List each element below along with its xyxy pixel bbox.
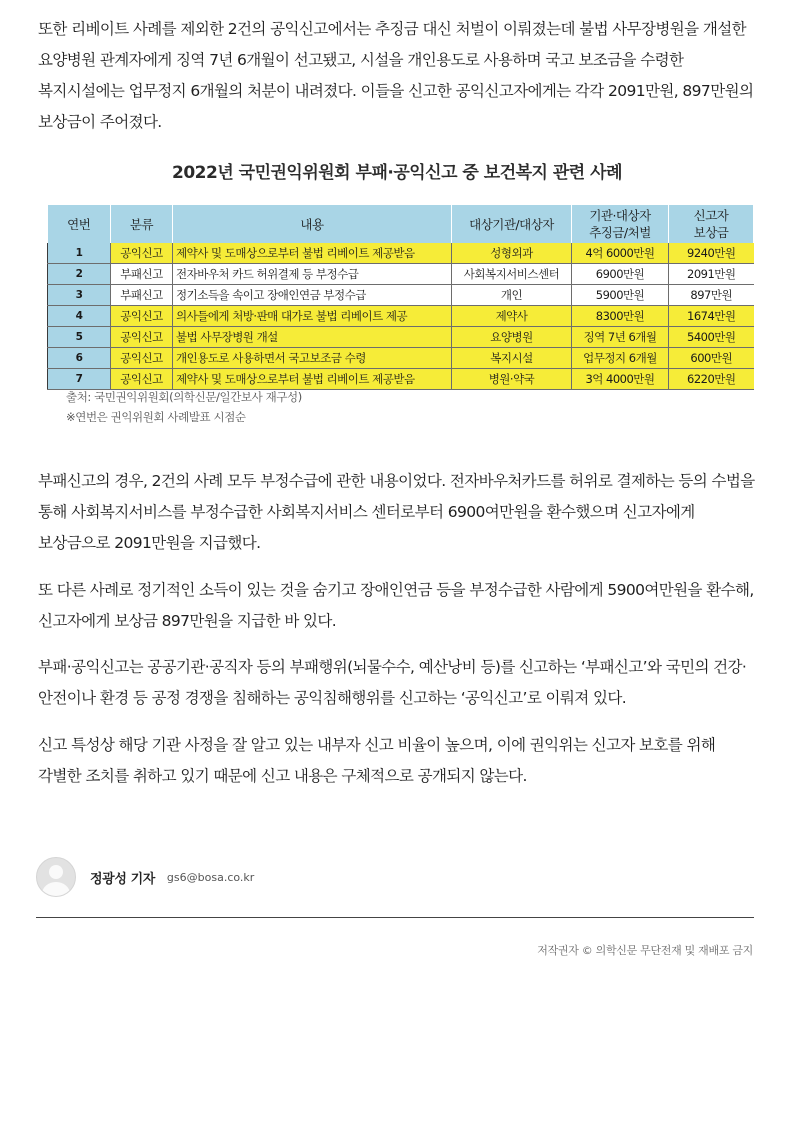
paragraph-2: 또 다른 사례로 정기적인 소득이 있는 것을 숨기고 장애인연금 등을 부정수급한 사람에게 5900여만원을 환수해, 신고자에게 보상금 897만원을 지급한 바 있다. bbox=[38, 581, 754, 630]
cell-target: 복지시설 bbox=[452, 348, 572, 369]
table-row bbox=[48, 327, 754, 348]
intro-paragraph: 또한 리베이트 사례를 제외한 2건의 공익신고에서는 추징금 대신 처벌이 이뤄졌는데 불법 사무장병원을 개설한 요양병원 관계자에게 징역 7년 6개월이 선고됐고, 시설을 개인용도로 사용하며 국고 보조금을 수령한 복지시설에는 업무정지 6개월의 처분이 내려졌다. 이들을 신고한 공익신고자에게는 각각 2091만원, 897만원의 보상금이 주어졌다. bbox=[38, 20, 754, 131]
cell-no: 2 bbox=[48, 264, 111, 285]
cell-penalty: 5900만원 bbox=[572, 285, 669, 306]
cell-type: 부패신고 bbox=[111, 264, 173, 285]
cell-reward: 897만원 bbox=[669, 285, 754, 306]
header-penalty bbox=[572, 205, 669, 243]
paragraph-1: 부패신고의 경우, 2건의 사례 모두 부정수급에 관한 내용이었다. 전자바우처카드를 허위로 결제하는 등의 수법을 통해 사회복지서비스를 부정수급한 사회복지서비스 센터로부터 6900여만원을 환수했으며 신고자에게 보상금으로 2091만원을 지급했다. bbox=[38, 472, 755, 552]
cell-type: 공익신고 bbox=[111, 369, 173, 390]
paragraph-3: 부패·공익신고는 공공기관·공직자 등의 부패행위(뇌물수수, 예산낭비 등)를 신고하는 ‘부패신고’와 국민의 건강·안전이나 환경 등 공정 경쟁을 침해하는 공익침해행위를 신고하는 ‘공익신고’로 이뤄져 있다. bbox=[38, 658, 747, 707]
cell-type: 공익신고 bbox=[111, 348, 173, 369]
table-row bbox=[48, 243, 754, 264]
cell-reward: 600만원 bbox=[669, 348, 754, 369]
cell-no: 4 bbox=[48, 306, 111, 327]
table-row bbox=[48, 306, 754, 327]
cell-reward: 5400만원 bbox=[669, 327, 754, 348]
cell-content: 제약사 및 도매상으로부터 불법 리베이트 제공받음 bbox=[173, 369, 452, 390]
cell-content: 의사들에게 처방·판매 대가로 불법 리베이트 제공 bbox=[173, 306, 452, 327]
table-row bbox=[48, 369, 754, 390]
cell-target: 요양병원 bbox=[452, 327, 572, 348]
cell-no: 1 bbox=[48, 243, 111, 264]
cases-table bbox=[47, 205, 754, 390]
table-source: 출처: 국민권익위원회(의학신문/일간보사 재구성) bbox=[66, 390, 302, 404]
header-type: 분류 bbox=[111, 205, 173, 243]
table-title: 2022년 국민권익위원회 부패·공익신고 중 보건복지 관련 사례 bbox=[172, 163, 622, 183]
cell-content: 전자바우처 카드 허위결제 등 부정수급 bbox=[173, 264, 452, 285]
header-penalty-line1: 기관·대상자 bbox=[589, 208, 651, 223]
cell-type: 공익신고 bbox=[111, 327, 173, 348]
paragraph-4: 신고 특성상 해당 기관 사정을 잘 알고 있는 내부자 신고 비율이 높으며, 이에 권익위는 신고자 보호를 위해 각별한 조치를 취하고 있기 때문에 신고 내용은 구체적으로 공개되지 않는다. bbox=[38, 736, 716, 785]
table-row bbox=[48, 285, 754, 306]
table-row bbox=[48, 348, 754, 369]
cell-no: 7 bbox=[48, 369, 111, 390]
cell-penalty: 6900만원 bbox=[572, 264, 669, 285]
cell-target: 사회복지서비스센터 bbox=[452, 264, 572, 285]
cell-reward: 9240만원 bbox=[669, 243, 754, 264]
header-reward-line1: 신고자 bbox=[693, 208, 729, 223]
cell-content: 개인용도로 사용하면서 국고보조금 수령 bbox=[173, 348, 452, 369]
cell-penalty: 8300만원 bbox=[572, 306, 669, 327]
cell-penalty: 징역 7년 6개월 bbox=[572, 327, 669, 348]
cell-type: 공익신고 bbox=[111, 243, 173, 264]
author-email[interactable]: gs6@bosa.co.kr bbox=[166, 870, 255, 884]
avatar bbox=[36, 857, 76, 897]
header-no: 연번 bbox=[48, 205, 111, 243]
table-body bbox=[48, 243, 754, 390]
cell-penalty: 업무정지 6개월 bbox=[572, 348, 669, 369]
cell-reward: 6220만원 bbox=[669, 369, 754, 390]
table-row bbox=[48, 264, 754, 285]
cell-type: 공익신고 bbox=[111, 306, 173, 327]
cell-penalty: 3억 4000만원 bbox=[572, 369, 669, 390]
cell-target: 제약사 bbox=[452, 306, 572, 327]
cell-content: 정기소득을 속이고 장애인연금 부정수급 bbox=[173, 285, 452, 306]
copyright-notice: 저작권자 © 의학신문 무단전재 및 재배포 금지 bbox=[537, 944, 753, 957]
cell-content: 불법 사무장병원 개설 bbox=[173, 327, 452, 348]
cell-no: 5 bbox=[48, 327, 111, 348]
header-reward bbox=[669, 205, 754, 243]
author-name[interactable]: 정광성 기자 bbox=[90, 871, 155, 887]
cell-reward: 2091만원 bbox=[669, 264, 754, 285]
table-note: ※연번은 권익위원회 사례발표 시점순 bbox=[66, 410, 246, 424]
cell-content: 제약사 및 도매상으로부터 불법 리베이트 제공받음 bbox=[173, 243, 452, 264]
cell-no: 6 bbox=[48, 348, 111, 369]
header-penalty-line2: 추징금/처벌 bbox=[589, 225, 651, 240]
author-byline bbox=[36, 858, 254, 896]
cell-penalty: 4억 6000만원 bbox=[572, 243, 669, 264]
header-target: 대상기관/대상자 bbox=[452, 205, 572, 243]
cell-target: 성형외과 bbox=[452, 243, 572, 264]
cell-type: 부패신고 bbox=[111, 285, 173, 306]
cell-reward: 1674만원 bbox=[669, 306, 754, 327]
table-header-row bbox=[48, 205, 754, 243]
cell-no: 3 bbox=[48, 285, 111, 306]
header-content: 내용 bbox=[173, 205, 452, 243]
header-reward-line2: 보상금 bbox=[693, 225, 729, 240]
divider bbox=[36, 917, 754, 918]
cell-target: 개인 bbox=[452, 285, 572, 306]
cell-target: 병원·약국 bbox=[452, 369, 572, 390]
